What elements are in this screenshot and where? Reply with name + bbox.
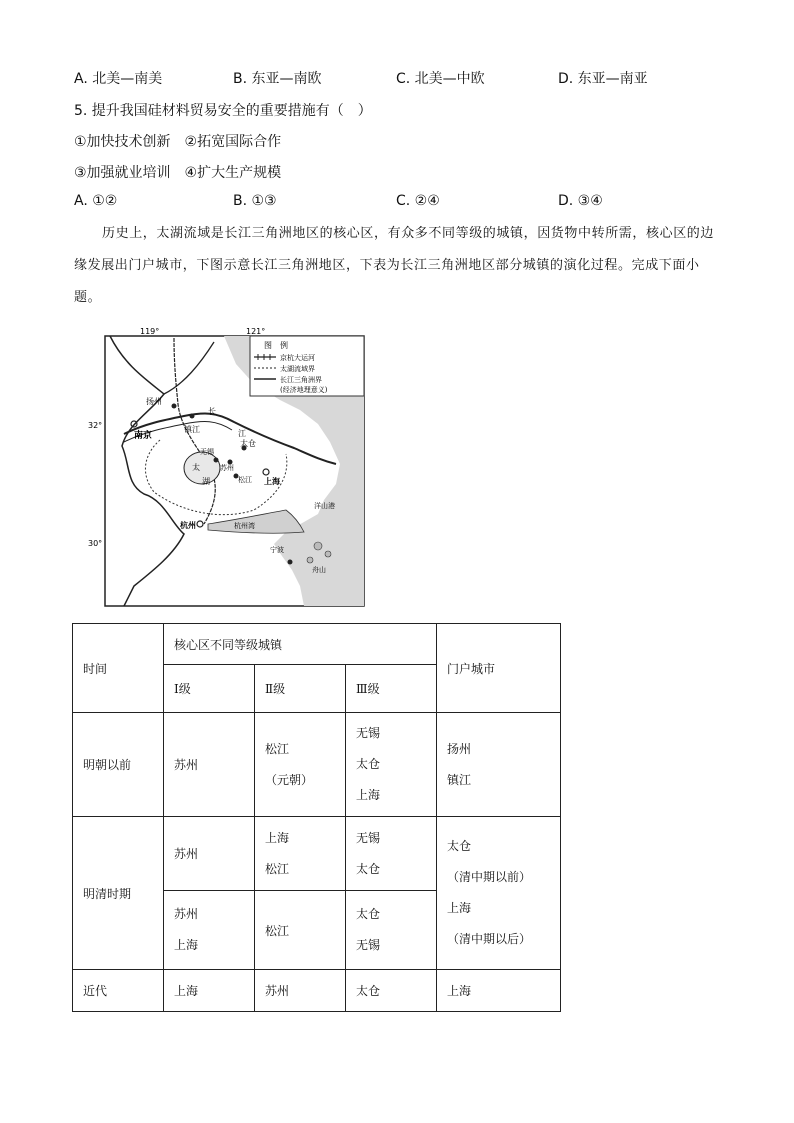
label-taicang: 太仓	[240, 439, 256, 448]
q5-option-b: B. ①③	[233, 193, 277, 209]
q4-option-b: B. 东亚—南欧	[233, 71, 322, 87]
cell-level-2: 上海 松江	[255, 817, 346, 891]
table-row	[73, 970, 561, 1012]
legend-basin: 太湖流域界	[280, 365, 315, 373]
label-jiang: 江	[238, 429, 246, 438]
q5-stem: 5. 提升我国硅材料贸易安全的重要措施有（ ）	[74, 103, 372, 119]
label-chang: 长	[208, 407, 216, 416]
lat-32: 32°	[88, 421, 103, 430]
cell-time: 明朝以前	[73, 713, 164, 817]
label-shanghai: 上海	[264, 477, 280, 486]
cell-level-2: 松江	[255, 891, 346, 970]
label-zhoushan: 舟山	[312, 566, 326, 574]
q4-option-c: C. 北美—中欧	[396, 71, 485, 87]
label-songjiang: 松江	[238, 476, 252, 484]
header-level-3: Ⅲ级	[346, 665, 437, 713]
cell-gateway: 上海	[437, 970, 561, 1012]
legend-title: 图 例	[264, 341, 288, 350]
label-zhenjiang: 镇江	[184, 425, 200, 434]
cell-time: 近代	[73, 970, 164, 1012]
cell-gateway: 扬州 镇江	[437, 713, 561, 817]
cell-level-1: 苏州 上海	[164, 891, 255, 970]
table-row	[73, 713, 561, 817]
label-ningbo: 宁波	[270, 546, 284, 554]
label-hangzhouwan: 杭州湾	[234, 522, 255, 530]
header-level-2: Ⅱ级	[255, 665, 346, 713]
label-taihu-1: 太	[192, 463, 200, 472]
label-nanjing: 南京	[134, 431, 153, 441]
passage: 历史上，太湖流域是长江三角洲地区的核心区，有众多不同等级的城镇，因货物中转所需，核心区的边缘发展出门户城市，下图示意长江三角洲地区，下表为长江三角洲地区部分城镇的演化过程。完成下面小题。	[74, 226, 715, 305]
cell-gateway: 太仓 （清中期以前） 上海 （清中期以后）	[437, 817, 561, 970]
header-core: 核心区不同等级城镇	[164, 624, 437, 665]
label-yangshan: 洋山港	[314, 502, 335, 510]
label-taihu-2: 湖	[202, 477, 210, 486]
label-yangzhou: 扬州	[146, 397, 162, 406]
cell-level-2: 苏州	[255, 970, 346, 1012]
header-time: 时间	[73, 624, 164, 713]
cell-level-3: 太仓 无锡	[346, 891, 437, 970]
label-hangzhou: 杭州	[180, 521, 196, 530]
cell-level-2: 松江 （元朝）	[255, 713, 346, 817]
q4-option-d: D. 东亚—南亚	[558, 71, 648, 87]
q5-option-c: C. ②④	[396, 193, 440, 209]
cell-level-1: 苏州	[164, 817, 255, 891]
header-level-1: Ⅰ级	[164, 665, 255, 713]
cell-level-3: 无锡 太仓 上海	[346, 713, 437, 817]
lon-121: 121°	[246, 327, 266, 336]
q5-line2: ③加强就业培训 ④扩大生产规模	[74, 165, 282, 181]
lat-30: 30°	[88, 539, 103, 548]
q4-option-a: A. 北美—南美	[74, 71, 163, 87]
header-gateway: 门户城市	[437, 624, 561, 713]
town-evolution-table	[72, 623, 561, 1012]
lon-119: 119°	[140, 327, 160, 336]
label-suzhou: 苏州	[220, 464, 234, 472]
legend-delta: 长江三角洲界	[280, 376, 322, 384]
table-row	[73, 817, 561, 891]
q5-option-a: A. ①②	[74, 193, 118, 209]
q5-option-d: D. ③④	[558, 193, 603, 209]
cell-level-3: 无锡 太仓	[346, 817, 437, 891]
legend-delta-2: (经济地理意义)	[280, 386, 328, 394]
cell-level-3: 太仓	[346, 970, 437, 1012]
yangtze-delta-map	[88, 324, 366, 608]
cell-time: 明清时期	[73, 817, 164, 970]
legend-canal: 京杭大运河	[280, 354, 315, 362]
cell-level-1: 上海	[164, 970, 255, 1012]
q5-line1: ①加快技术创新 ②拓宽国际合作	[74, 134, 282, 150]
label-wuxi: 无锡	[200, 448, 214, 456]
cell-level-1: 苏州	[164, 713, 255, 817]
